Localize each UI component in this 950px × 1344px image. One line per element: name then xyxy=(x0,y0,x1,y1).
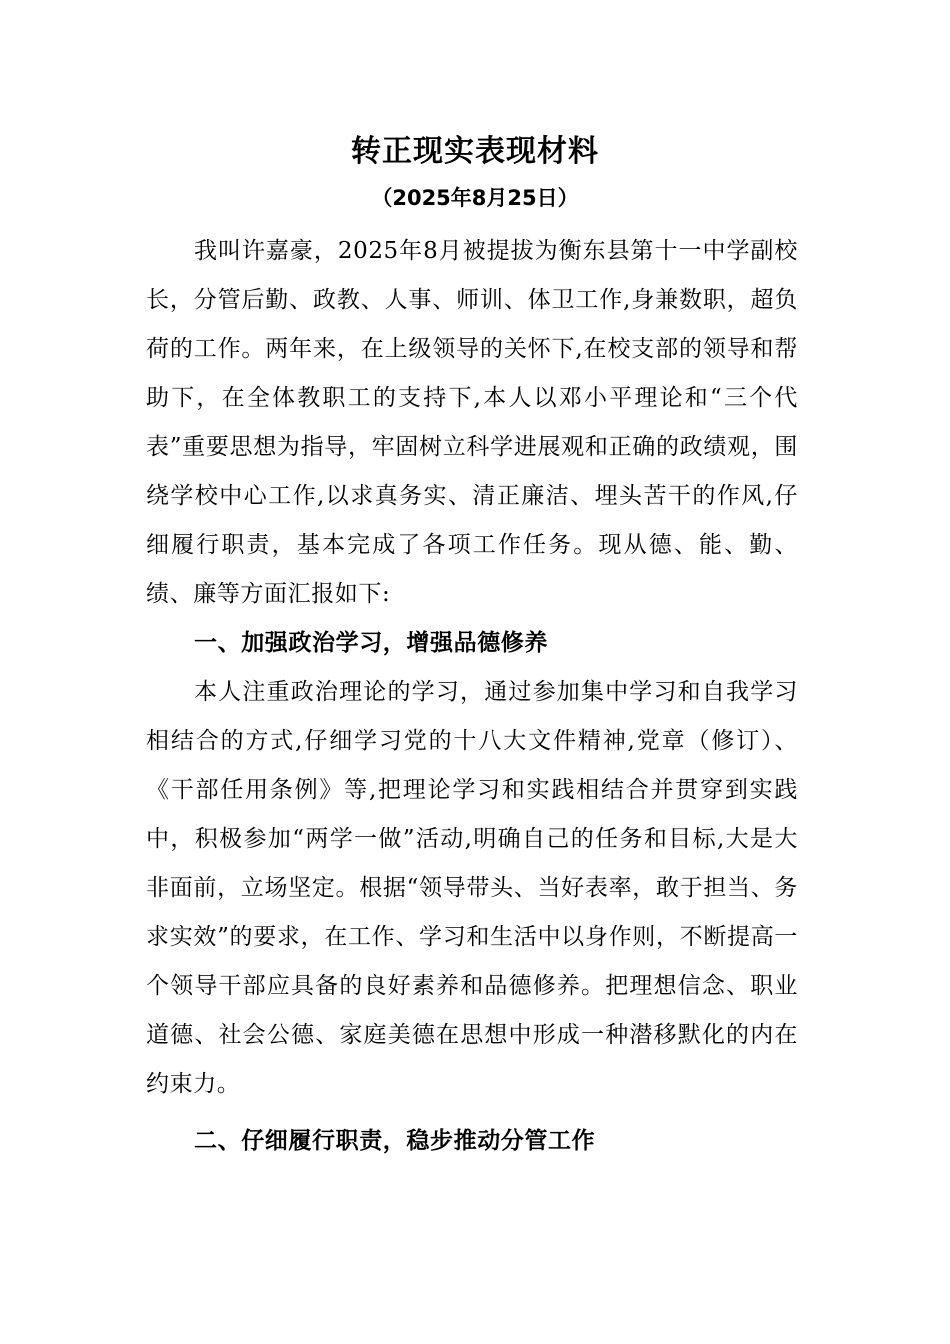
section-heading-1: 一、加强政治学习，增强品德修养 xyxy=(194,630,548,656)
section-1-paragraph: 本人注重政治理论的学习，通过参加集中学习和自我学习相结合的方式,仔细学习党的十八大文件精神,党章（修订）、《干部任用条例》等,把理论学习和实践相结合并贯穿到实践中，积极参加“两学一做”活动,明确自己的任务和目标,大是大非面前，立场坚定。根据“领导带头、当好表率，敢于担当、务求实效”的要求，在工作、学习和生活中以身作则，不断提高一个领导干部应具备的良好素养和品德修养。把理想信念、职业道德、社会公德、家庭美德在思想中形成一种潜移默化的内在约束力。 xyxy=(146,679,798,1097)
document-date: （2025年8月25日） xyxy=(371,186,579,210)
document-body xyxy=(146,227,798,1166)
section-heading-2: 二、仔细履行职责，稳步推动分管工作 xyxy=(194,1128,596,1154)
document-title: 转正现实表现材料 xyxy=(351,134,599,169)
intro-paragraph: 我叫许嘉豪，2025年8月被提拔为衡东县第十一中学副校长，分管后勤、政教、人事、师训、体卫工作,身兼数职，超负荷的工作。两年来，在上级领导的关怀下,在校支部的领导和帮助下，在全体教职工的支持下,本人以邓小平理论和“三个代表”重要思想为指导，牢固树立科学进展观和正确的政绩观，围绕学校中心工作,以求真务实、清正廉洁、埋头苦干的作风,仔细履行职责，基本完成了各项工作任务。现从德、能、勤、绩、廉等方面汇报如下: xyxy=(146,238,798,607)
